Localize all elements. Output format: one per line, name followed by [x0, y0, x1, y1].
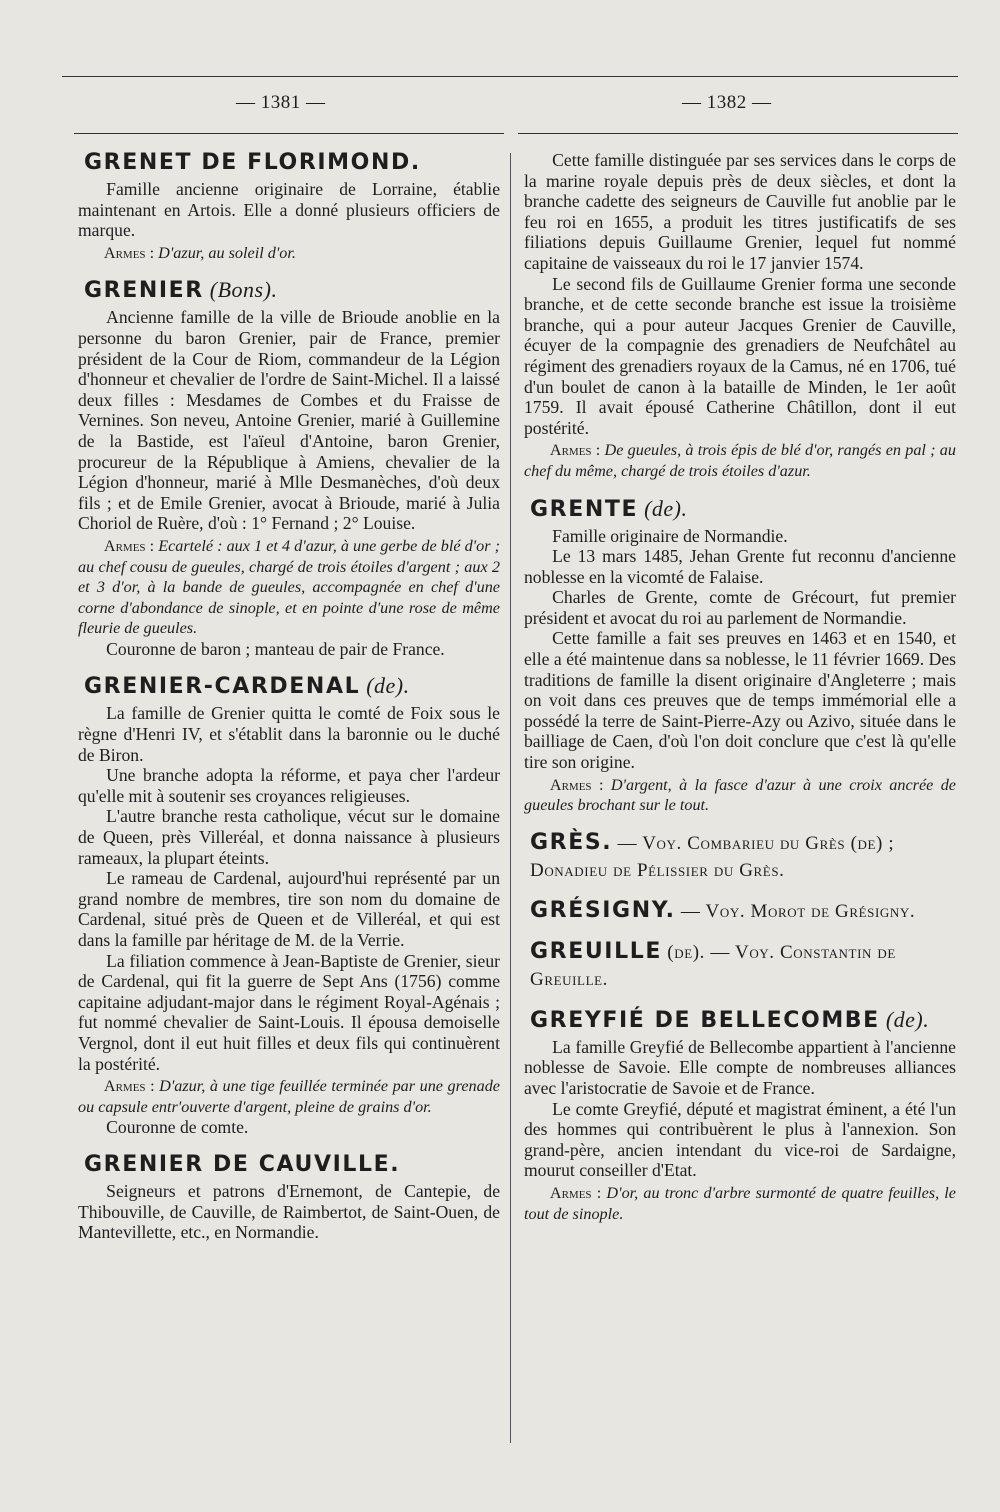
arms-label: Armes : — [103, 1077, 155, 1096]
arms-blazon — [524, 1183, 956, 1224]
entry-heading — [84, 277, 500, 304]
paragraph: Charles de Grente, comte de Grécourt, fut premier président et avocat du roi au parlement de Normandie. — [524, 587, 956, 628]
arms-text: Ecartelé : aux 1 et 4 d'azur, à une gerbe de blé d'or ; au chef cousu de gueules, chargé de trois étoiles d'argent ; aux 2 et 3 d'or, à la bande de gueules, accompagnée en chef d'une corne d'abondance de sinople, et en pointe d'une rose de même fleurie de gueules. — [78, 536, 500, 638]
xref-target: — Voy. Combarieu du Grès (de) ; Donadieu de Pélissier du Grès. — [530, 832, 895, 881]
paragraph: Le second fils de Guillaume Grenier forma une seconde branche, et de cette seconde branche est issue la troisième branche, qui a pour auteur Jacques Grenier de Cauville, écuyer de la compagnie des grenadiers de Neufchâtel au régiment des grenadiers royaux de la Camus, né en 1706, tué d'un boulet de canon à la bataille de Minden, le 1er août 1759. Il avait épousé Catherine Châtillon, dont il eut postérité. — [524, 273, 956, 438]
paragraph: Couronne de comte. — [106, 1117, 249, 1138]
paragraph: Cette famille distinguée par ses services dans le corps de la marine royale depuis près de deux siècles, et dont la branche cadette des seigneurs de Cauville fut anoblie par le feu roi en 1655, a produit les titres justificatifs de ses filiations depuis Guillaume Grenier, lequel fut nommé capitaine de vaisseaux du roi le 17 janvier 1574. — [524, 150, 956, 273]
arms-blazon — [524, 440, 956, 481]
cross-reference — [530, 939, 956, 993]
arms-label: Armes : — [549, 1183, 602, 1202]
header-rule-left — [74, 133, 504, 134]
paragraph: Une branche adopta la réforme, et paya cher l'ardeur qu'elle mit à soutenir ses croyances religieuses. — [78, 765, 500, 806]
entry-heading — [84, 1152, 500, 1178]
entry-heading — [84, 150, 500, 176]
entry-qualifier: (Bons). — [203, 277, 278, 303]
entry-qualifier: (de). — [879, 1006, 930, 1032]
column-divider — [510, 153, 511, 1443]
xref-name: GRÉSIGNY. — [530, 897, 676, 923]
entry-name: GRENET DE FLORIMOND. — [84, 150, 421, 175]
xref-name: GREUILLE — [530, 938, 662, 964]
paragraph: Couronne de baron ; manteau de pair de France. — [106, 638, 445, 659]
entry-qualifier: (de). — [638, 495, 688, 521]
arms-blazon — [78, 243, 500, 264]
entry-qualifier: (de). — [360, 673, 410, 699]
entry-name: GRENTE — [530, 496, 639, 522]
xref-name: GRÈS. — [530, 829, 613, 855]
paragraph: La famille Greyfié de Bellecombe appartient à l'ancienne noblesse de Savoie. Elle compte de nombreuses alliances avec l'aristocratie de Savoie et de France. — [524, 1036, 956, 1098]
header-rule-right — [518, 133, 958, 134]
paragraph: Le rameau de Cardenal, aujourd'hui représenté par un grand nombre de membres, tire son nom du domaine de Cardenal, situé près de Queen et de Villeréal, et qui est dans la famille par héritage de M. de la Verrie. — [78, 868, 500, 950]
arms-text: D'or, au tronc d'arbre surmonté de quatre feuilles, le tout de sinople. — [524, 1183, 956, 1223]
arms-text: D'argent, à la fasce d'azur à une croix ancrée de gueules brochant sur le tout. — [524, 775, 956, 815]
paragraph: Cette famille a fait ses preuves en 1463 et en 1540, et elle a été maintenue dans sa noblesse, le 11 février 1669. Des traditions de famille la disent originaire d'Angleterre ; mais on voit dans ces preuves que de temps immémorial elle a possédé la terre de Saint-Pierre-Azy ou Azivo, située dans le bailliage de Caen, d'où l'on doit conclure que c'est là qu'elle tire son origine. — [524, 628, 956, 773]
paragraph: Le 13 mars 1485, Jehan Grente fut reconnu d'ancienne noblesse en la vicomté de Falaise. — [524, 546, 956, 587]
paragraph: Seigneurs et patrons d'Ernemont, de Cantepie, de Thibouville, de Cauville, de Raimbertot, de Saint-Ouen, de Mantevillette, etc., en Normandie. — [78, 1180, 500, 1243]
entry-name: GRENIER — [84, 278, 204, 304]
arms-text: D'azur, à une tige feuillée terminée par une grenade ou capsule entr'ouverte d'argent, pleine de grains d'or. — [78, 1077, 500, 1116]
xref-target: — Voy. Morot de Grésigny. — [675, 900, 916, 922]
arms-label: Armes : — [103, 243, 155, 262]
arms-label: Armes : — [549, 775, 604, 794]
arms-blazon — [78, 1076, 500, 1117]
paragraph: Famille ancienne originaire de Lorraine, établie maintenant en Artois. Elle a donné plusieurs officiers de marque. — [78, 179, 500, 241]
cross-reference — [530, 898, 956, 925]
entry-name: GRENIER-CARDENAL — [84, 674, 361, 700]
entry-heading — [530, 1007, 956, 1034]
left-column — [78, 150, 500, 1243]
paragraph: Famille originaire de Normandie. — [552, 525, 788, 546]
paragraph: La famille de Grenier quitta le comté de Foix sous le règne d'Henri IV, et s'établit dans la baronnie ou le duché de Biron. — [78, 703, 500, 765]
page-number-left: — 1381 — — [236, 92, 326, 113]
arms-label: Armes : — [549, 441, 601, 460]
paragraph: Le comte Greyfié, député et magistrat éminent, a été l'un des hommes qui contribuèrent le plus à l'annexion. Son grand-père, ancien intendant du vice-roi de Sardaigne, mourut conseiller d'Etat. — [524, 1098, 956, 1181]
cross-reference — [530, 830, 956, 884]
entry-name: GREYFIÉ DE BELLECOMBE — [530, 1007, 880, 1033]
entry-heading — [84, 673, 500, 700]
paragraph: La filiation commence à Jean-Baptiste de Grenier, sieur de Cardenal, qui fit la guerre de Sept Ans (1756) comme capitaine adjudant-major dans le régiment Royal-Agénais ; fut nommé chevalier de Saint-Louis. Il épousa demoiselle Vergnol, dont il eut huit filles et deux fils qui continuèrent la postérité. — [78, 950, 500, 1074]
page-number-right: — 1382 — — [682, 92, 772, 113]
arms-text: De gueules, à trois épis de blé d'or, rangés en pal ; au chef du même, chargé de trois étoiles d'azur. — [524, 441, 956, 480]
xref-target: (de). — Voy. Constantin de Greuille. — [530, 941, 896, 990]
right-column — [524, 150, 956, 1224]
entry-name: GRENIER DE CAUVILLE. — [84, 1151, 401, 1177]
entry-heading — [530, 496, 956, 523]
arms-blazon — [78, 536, 500, 639]
paragraph: L'autre branche resta catholique, vécut sur le domaine de Queen, près Villeréal, et donna naissance à plusieurs rameaux, la plupart éteints. — [78, 806, 500, 868]
arms-blazon — [524, 775, 956, 816]
arms-label: Armes : — [103, 536, 155, 555]
top-rule — [62, 76, 958, 77]
arms-text: D'azur, au soleil d'or. — [154, 243, 296, 262]
paragraph: Ancienne famille de la ville de Brioude anoblie en la personne du baron Grenier, pair de France, premier président de la Cour de Riom, commandeur de la Légion d'honneur et chevalier de l'ordre de Saint-Michel. Il a laissé deux filles : Mesdames de Combes et du Fraisse de Vernines. Son neveu, Antoine Grenier, marié à Guillemine de la Bastide, est l'aïeul d'Antoine, baron Grenier, procureur de la République à Amiens, chevalier de la Légion d'honneur, marié à Mlle Desmanèches, d'où deux fils ; et de Emile Grenier, avocat à Brioude, marié à Julia Choriol de Ruère, d'où : 1° Fernand ; 2° Louise. — [78, 307, 500, 534]
